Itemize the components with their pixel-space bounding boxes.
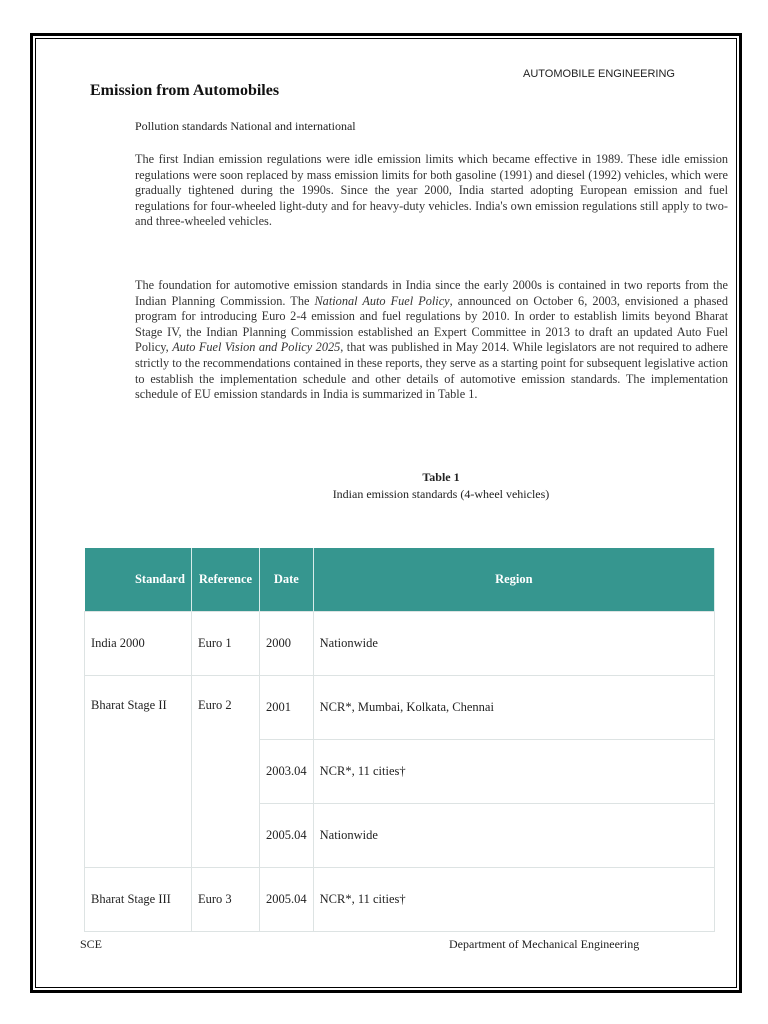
cell-date: 2003.04	[260, 740, 314, 804]
table-caption-subtitle: Indian emission standards (4-wheel vehicles)	[332, 487, 550, 501]
paragraph-2	[135, 278, 728, 403]
policy-title-2: Auto Fuel Vision and Policy 2025	[172, 340, 341, 355]
cell-standard: India 2000	[85, 612, 192, 676]
cell-region: Nationwide	[313, 804, 714, 868]
header-subject-label: AUTOMOBILE ENGINEERING	[523, 68, 675, 80]
cell-standard: Bharat Stage III	[85, 868, 192, 932]
header-region: Region	[313, 548, 714, 612]
cell-region: NCR*, 11 cities†	[313, 868, 714, 932]
cell-date: 2005.04	[260, 868, 314, 932]
table-header-row	[85, 548, 715, 612]
paragraph-2-part-b: , announced on October 6, 2003, envisioned a phased program for introducing Euro 2-4 emission and fuel regulations by 2010. In order to establish limits beyond Bharat Stage IV, the Indian Planning Commission established an Expert Committee in 2013 to draft an updated Auto Fuel Policy,	[135, 293, 729, 355]
cell-date: 2001	[260, 676, 314, 740]
header-reference: Reference	[192, 548, 260, 612]
cell-standard: Bharat Stage II	[85, 676, 192, 868]
table-row	[85, 868, 715, 932]
cell-reference: Euro 2	[192, 676, 260, 868]
footer-department: Department of Mechanical Engineering	[449, 937, 640, 951]
header-date: Date	[260, 548, 314, 612]
cell-reference: Euro 1	[192, 612, 260, 676]
table-row	[85, 612, 715, 676]
cell-reference: Euro 3	[192, 868, 260, 932]
table-caption-title: Table 1	[422, 470, 460, 484]
page-title: Emission from Automobiles	[90, 82, 280, 99]
section-subtitle: Pollution standards National and international	[135, 119, 356, 133]
emission-standards-table	[84, 548, 715, 932]
paragraph-2-part-a: The foundation for automotive emission standards in India since the early 2000s is contained in two reports from the Indian Planning Commission. The	[135, 278, 728, 308]
cell-region: Nationwide	[313, 612, 714, 676]
policy-title-1: National Auto Fuel Policy	[314, 293, 450, 308]
header-standard: Standard	[85, 548, 192, 612]
cell-date: 2000	[260, 612, 314, 676]
paragraph-1: The first Indian emission regulations were idle emission limits which became effective in 1989. These idle emission regulations were soon replaced by mass emission limits for both gasoline (1991) and diesel (1992) vehicles, which were gradually tightened during the 1990s. Since the year 2000, India started adopting European emission and fuel regulations for four-wheeled light-duty and for heavy-duty vehicles. India's own emission regulations still apply to two- and three-wheeled vehicles.	[135, 152, 728, 229]
paragraph-2-part-c: , that was published in May 2014. While legislators are not required to adhere strictly to the recommendations contained in these reports, they serve as a starting point for subsequent legislative action to establish the implementation schedule and other details of automotive emission standards. The implementation schedule of EU emission standards in India is summarized in Table 1.	[135, 340, 729, 402]
footer-institution: SCE	[80, 937, 103, 951]
cell-region: NCR*, Mumbai, Kolkata, Chennai	[313, 676, 714, 740]
cell-region: NCR*, 11 cities†	[313, 740, 714, 804]
table-row	[85, 676, 715, 740]
cell-date: 2005.04	[260, 804, 314, 868]
